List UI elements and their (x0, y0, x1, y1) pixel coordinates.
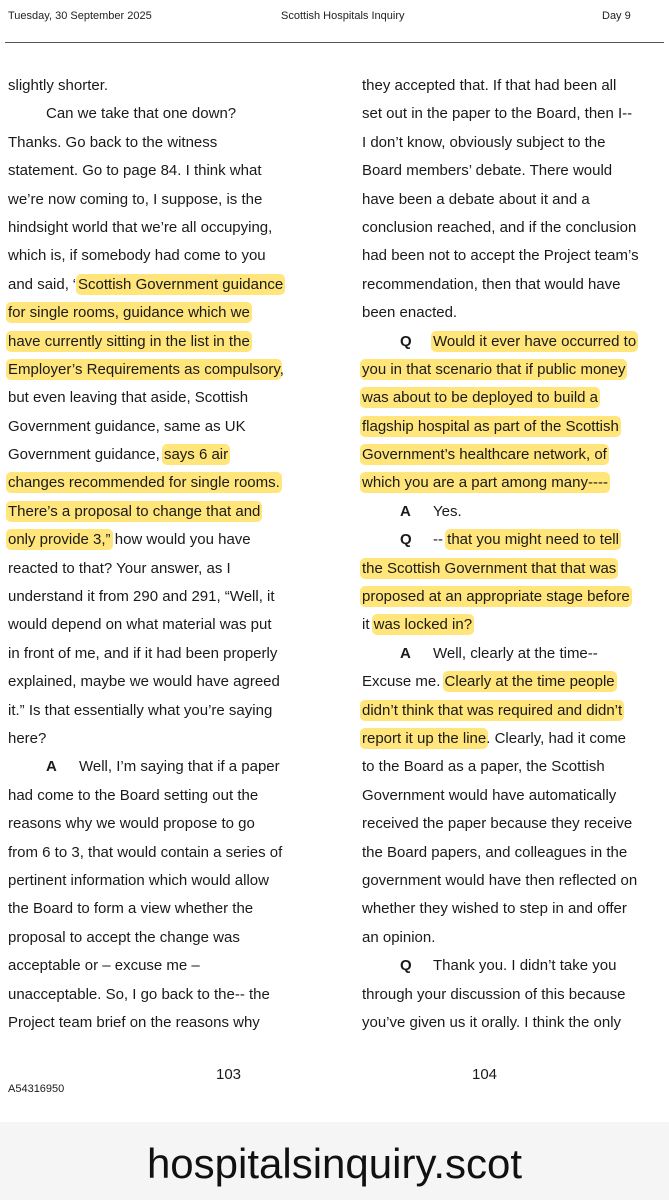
text-segment: the Board to form a view whether the (8, 900, 254, 918)
transcript-line (8, 810, 313, 838)
transcript-line (362, 498, 667, 526)
text-segment: Well, I’m saying that if a paper (79, 758, 280, 776)
transcript-line (8, 839, 313, 867)
text-segment: slightly shorter. (8, 77, 109, 94)
highlighted-text: you in that scenario that if public money (362, 360, 626, 378)
text-segment: whether they wished to step in and offer (362, 900, 627, 918)
transcript-line (362, 895, 667, 923)
highlighted-text: Scottish Government guidance (78, 275, 284, 293)
transcript-line (8, 867, 313, 895)
transcript-line (362, 952, 667, 980)
text-segment: you’ve given us it orally. I think the only (362, 1013, 622, 1031)
text-segment: set out in the paper to the Board, then I-- (362, 105, 633, 123)
text-segment: it (362, 616, 374, 634)
transcript-line (362, 839, 667, 867)
transcript-line (362, 299, 667, 327)
transcript-line (8, 924, 313, 952)
text-segment: government would have then reflected on (362, 871, 638, 889)
highlighted-text: was locked in? (373, 616, 473, 634)
transcript-line (8, 952, 313, 980)
transcript-line (8, 640, 313, 668)
transcript-line (8, 413, 313, 441)
text-segment: recommendation, then that would have (362, 275, 621, 293)
highlighted-text: was about to be deployed to build a (362, 389, 599, 407)
transcript-line (362, 242, 667, 270)
transcript-line (362, 668, 667, 696)
transcript-line (362, 186, 667, 214)
text-segment: through your discussion of this because (362, 985, 626, 1003)
text-segment: Board members’ debate. There would (362, 162, 613, 180)
speaker-label: A (400, 644, 411, 662)
text-segment: had been not to accept the Project team’s (362, 247, 639, 265)
highlighted-text: didn’t think that was required and didn’t (362, 701, 623, 719)
text-segment: the Board papers, and colleagues in the (362, 843, 628, 861)
transcript-line (8, 753, 313, 781)
transcript-line (8, 214, 313, 242)
transcript-line (362, 555, 667, 583)
transcript-line (8, 100, 313, 128)
transcript-line (362, 867, 667, 895)
highlighted-text: Clearly at the time people (444, 673, 615, 691)
transcript-line (362, 640, 667, 668)
transcript-line (8, 328, 313, 356)
text-segment: have been a debate about it and a (362, 190, 590, 208)
footer-website: hospitalsinquiry.scot (146, 1140, 523, 1187)
transcript-line (8, 384, 313, 412)
transcript-line (8, 611, 313, 639)
text-segment: here? (8, 729, 47, 747)
speaker-label: A (46, 758, 57, 776)
highlighted-text: only provide 3,” (8, 531, 111, 549)
transcript-line (362, 924, 667, 952)
highlighted-text: that you might need to tell (447, 531, 619, 549)
text-segment: acceptable or – excuse me – (8, 957, 200, 975)
transcript-line (8, 526, 313, 554)
transcript-line (362, 129, 667, 157)
text-segment: it.” Is that essentially what you’re saying (8, 701, 273, 719)
transcript-line (8, 583, 313, 611)
transcript-line (362, 469, 667, 497)
text-segment: and said, “ (8, 275, 79, 293)
page-number-left: 103 (216, 1066, 242, 1083)
text-segment: in front of me, and if it had been properly (8, 644, 278, 662)
highlighted-text: which you are a part among many---- (362, 474, 608, 492)
text-segment: understand it from 290 and 291, “Well, it (8, 588, 275, 606)
text-segment: Government guidance, same as UK (8, 417, 246, 435)
text-segment: Government guidance, (8, 446, 164, 464)
document-id: A54316950 (8, 1083, 65, 1095)
transcript-line (362, 583, 667, 611)
text-segment: -- (433, 531, 448, 549)
text-segment: they accepted that. If that had been all (362, 77, 617, 94)
transcript-line (362, 1009, 667, 1037)
text-segment: would depend on what material was put (8, 616, 272, 634)
transcript-line (362, 697, 667, 725)
text-segment: from 6 to 3, that would contain a series of (8, 843, 283, 861)
highlighted-text: Government’s healthcare network, of (362, 446, 607, 464)
transcript-line (8, 186, 313, 214)
transcript-line (8, 129, 313, 157)
text-segment: Well, clearly at the time-- (433, 644, 598, 662)
transcript-line (8, 498, 313, 526)
text-segment: but even leaving that aside, Scottish (8, 389, 249, 407)
highlighted-text: changes recommended for single rooms. (8, 474, 280, 492)
text-segment: had come to the Board setting out the (8, 786, 259, 804)
header-title: Scottish Hospitals Inquiry (281, 10, 405, 22)
transcript-line (362, 413, 667, 441)
transcript-line (8, 668, 313, 696)
text-segment: Project team brief on the reasons why (8, 1013, 260, 1031)
header-day: Day 9 (602, 10, 631, 22)
transcript-line (362, 441, 667, 469)
text-segment: conclusion reached, and if the conclusion (362, 218, 637, 236)
page-number-right: 104 (472, 1066, 498, 1083)
text-segment: explained, maybe we would have agreed (8, 673, 280, 691)
speaker-label: Q (400, 531, 412, 549)
transcript-line (362, 214, 667, 242)
text-segment: I don’t know, obviously subject to the (362, 133, 606, 151)
transcript-line (362, 753, 667, 781)
text-segment: received the paper because they receive (362, 815, 633, 833)
highlighted-text: report it up the line (362, 729, 487, 747)
transcript-line (8, 469, 313, 497)
speaker-label: A (400, 502, 411, 520)
highlighted-text: the Scottish Government that that was (362, 559, 617, 577)
transcript-line (362, 157, 667, 185)
transcript-line (362, 526, 667, 554)
transcript-line (8, 895, 313, 923)
transcript-line (8, 157, 313, 185)
right-transcript-column (362, 72, 667, 1037)
transcript-line (8, 72, 313, 100)
left-transcript-column (8, 72, 313, 1037)
text-segment: to the Board as a paper, the Scottish (362, 758, 605, 776)
text-segment: been enacted. (362, 304, 458, 322)
text-segment: reacted to that? Your answer, as I (8, 559, 231, 577)
highlighted-text: Would it ever have occurred to (433, 332, 637, 350)
transcript-line (362, 100, 667, 128)
text-segment: Excuse me. (362, 673, 445, 691)
transcript-line (8, 242, 313, 270)
transcript-line (8, 782, 313, 810)
transcript-line (8, 697, 313, 725)
speaker-label: Q (400, 332, 412, 350)
transcript-line (362, 356, 667, 384)
text-segment: which is, if somebody had come to you (8, 247, 266, 265)
highlighted-text: proposed at an appropriate stage before (362, 588, 630, 606)
transcript-line (8, 271, 313, 299)
highlighted-text: flagship hospital as part of the Scottish (362, 417, 619, 435)
text-segment: reasons why we would propose to go (8, 815, 255, 833)
text-segment: how would you have (110, 531, 251, 549)
transcript-line (362, 72, 667, 100)
header-divider (5, 42, 664, 43)
highlighted-text: says 6 air (163, 446, 229, 464)
transcript-line (362, 810, 667, 838)
transcript-line (362, 782, 667, 810)
transcript-line (8, 555, 313, 583)
text-segment: Government would have automatically (362, 786, 617, 804)
text-segment: Yes. (433, 502, 462, 520)
transcript-line (8, 981, 313, 1009)
text-segment: . Clearly, had it come (486, 729, 627, 747)
transcript-line (8, 299, 313, 327)
text-segment: Thank you. I didn’t take you (433, 957, 617, 975)
transcript-line (362, 725, 667, 753)
text-segment: hindsight world that we’re all occupying, (8, 218, 273, 236)
highlighted-text: have currently sitting in the list in the (8, 332, 250, 350)
highlighted-text: for single rooms, guidance which we (8, 304, 250, 322)
text-segment: we’re now coming to, I suppose, is the (8, 190, 263, 208)
text-segment: an opinion. (362, 928, 436, 946)
header-date: Tuesday, 30 September 2025 (8, 10, 152, 22)
transcript-line (8, 1009, 313, 1037)
transcript-line (8, 441, 313, 469)
transcript-line (362, 271, 667, 299)
transcript-line (8, 356, 313, 384)
text-segment: Thanks. Go back to the witness (8, 133, 218, 151)
text-segment: statement. Go to page 84. I think what (8, 162, 262, 180)
transcript-line (362, 384, 667, 412)
text-segment: pertinent information which would allow (8, 871, 269, 889)
transcript-line (8, 725, 313, 753)
transcript-line (362, 328, 667, 356)
transcript-line (362, 981, 667, 1009)
transcript-line (362, 611, 667, 639)
text-segment: unacceptable. So, I go back to the-- the (8, 985, 270, 1003)
text-segment: proposal to accept the change was (8, 928, 240, 946)
text-segment: Can we take that one down? (46, 105, 237, 123)
highlighted-text: Employer’s Requirements as compulsory (8, 360, 280, 378)
text-segment: , (279, 360, 284, 378)
highlighted-text: There’s a proposal to change that and (8, 502, 261, 520)
speaker-label: Q (400, 957, 412, 975)
